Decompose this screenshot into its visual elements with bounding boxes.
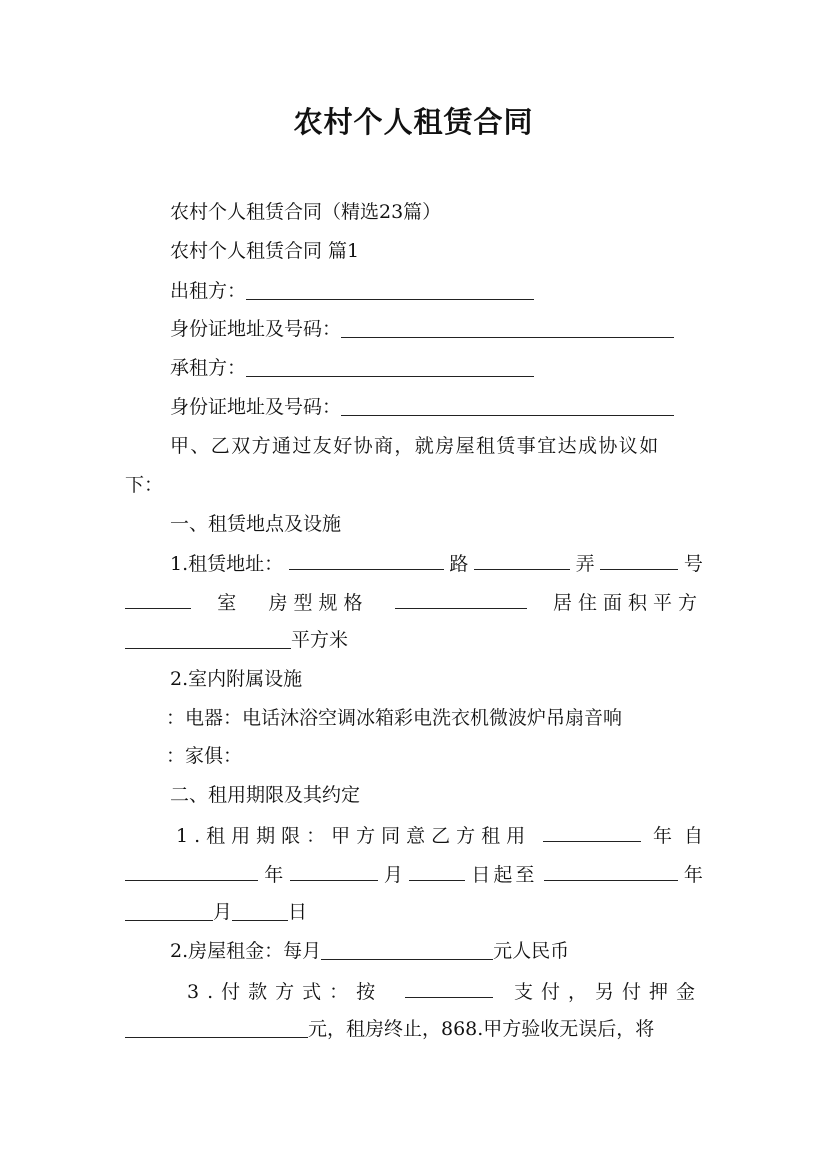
facilities-heading: 2.室内附属设施: [170, 668, 303, 690]
address-line-3: [125, 629, 703, 651]
term-prefix: 1.租用期限：甲方同意乙方租用: [176, 825, 532, 847]
appliances-line: ：电器：电话沐浴空调冰箱彩电洗衣机微波炉吊扇音响: [166, 707, 623, 729]
id-blank-1[interactable]: [341, 319, 674, 338]
address-prefix: 1.租赁地址：: [170, 553, 284, 575]
room-blank[interactable]: [125, 590, 191, 609]
sqm-label: 平方米: [291, 629, 349, 651]
heading-term: 二、租用期限及其约定: [170, 784, 361, 806]
lessee-line: [170, 357, 703, 379]
rent-line: [170, 940, 703, 962]
intro-line-2: 下：: [125, 474, 164, 496]
lessor-blank[interactable]: [246, 281, 534, 300]
id-line-1: [170, 318, 703, 340]
end-year-blank[interactable]: [544, 862, 678, 881]
lessor-line: [170, 280, 703, 302]
term-year-label: 年: [653, 825, 673, 847]
road-label: 路: [449, 553, 469, 575]
area-blank[interactable]: [125, 630, 291, 649]
id-label-1: 身份证地址及号码：: [170, 318, 342, 340]
start-year-label: 年: [264, 864, 284, 886]
road-blank[interactable]: [289, 551, 444, 570]
area-label: 居住面积平方: [552, 592, 703, 614]
address-line-1: [170, 551, 703, 575]
start-month-label: 月: [383, 864, 403, 886]
lane-blank[interactable]: [474, 551, 570, 570]
payment-mid: 支付，另付押金: [513, 981, 703, 1003]
term-length-blank[interactable]: [543, 823, 641, 842]
furniture-line: ：家俱：: [166, 745, 243, 767]
end-day-blank[interactable]: [232, 902, 288, 921]
room-type-label: 房型规格: [268, 592, 369, 614]
payment-line-2-text: 元，租房终止，868.甲方验收无误后，将: [308, 1018, 655, 1040]
lessor-label: 出租方：: [170, 280, 247, 302]
address-line-2: [125, 590, 703, 614]
payment-prefix: 3.付款方式：按: [187, 981, 384, 1003]
payment-line-2: [125, 1018, 703, 1040]
term-from-label: 自: [683, 825, 703, 847]
start-day-label: 日起至: [471, 864, 538, 886]
payment-method-blank[interactable]: [405, 979, 493, 998]
lessee-blank[interactable]: [246, 358, 534, 377]
end-day-label: 日: [288, 901, 308, 923]
rent-suffix: 元人民币: [493, 940, 570, 962]
end-month-blank[interactable]: [125, 902, 213, 921]
deposit-blank[interactable]: [125, 1019, 308, 1038]
intro-line-1: 甲、乙双方通过友好协商，就房屋租赁事宜达成协议如: [170, 435, 660, 457]
document-title: 农村个人租赁合同: [293, 107, 534, 139]
lane-label: 弄: [575, 553, 595, 575]
room-type-blank[interactable]: [395, 590, 527, 609]
start-month-blank[interactable]: [290, 862, 378, 881]
id-blank-2[interactable]: [341, 397, 674, 416]
end-month-label: 月: [213, 901, 233, 923]
id-label-2: 身份证地址及号码：: [170, 396, 342, 418]
rent-blank[interactable]: [321, 941, 493, 960]
term-line-1: [176, 823, 703, 847]
start-year-blank[interactable]: [125, 862, 258, 881]
payment-line-1: [187, 979, 703, 1003]
room-label: 室: [217, 592, 243, 614]
term-line-2: [125, 862, 703, 886]
id-line-2: [170, 396, 703, 418]
heading-location: 一、租赁地点及设施: [170, 513, 342, 535]
term-line-3: [125, 901, 703, 923]
end-year-label: 年: [683, 864, 703, 886]
document-subtitle: 农村个人租赁合同（精选23篇）: [170, 201, 442, 223]
number-label: 号: [683, 553, 703, 575]
section-heading: 农村个人租赁合同 篇1: [170, 240, 360, 262]
number-blank[interactable]: [600, 551, 678, 570]
rent-prefix: 2.房屋租金：每月: [170, 940, 322, 962]
lessee-label: 承租方：: [170, 357, 247, 379]
start-day-blank[interactable]: [409, 862, 465, 881]
